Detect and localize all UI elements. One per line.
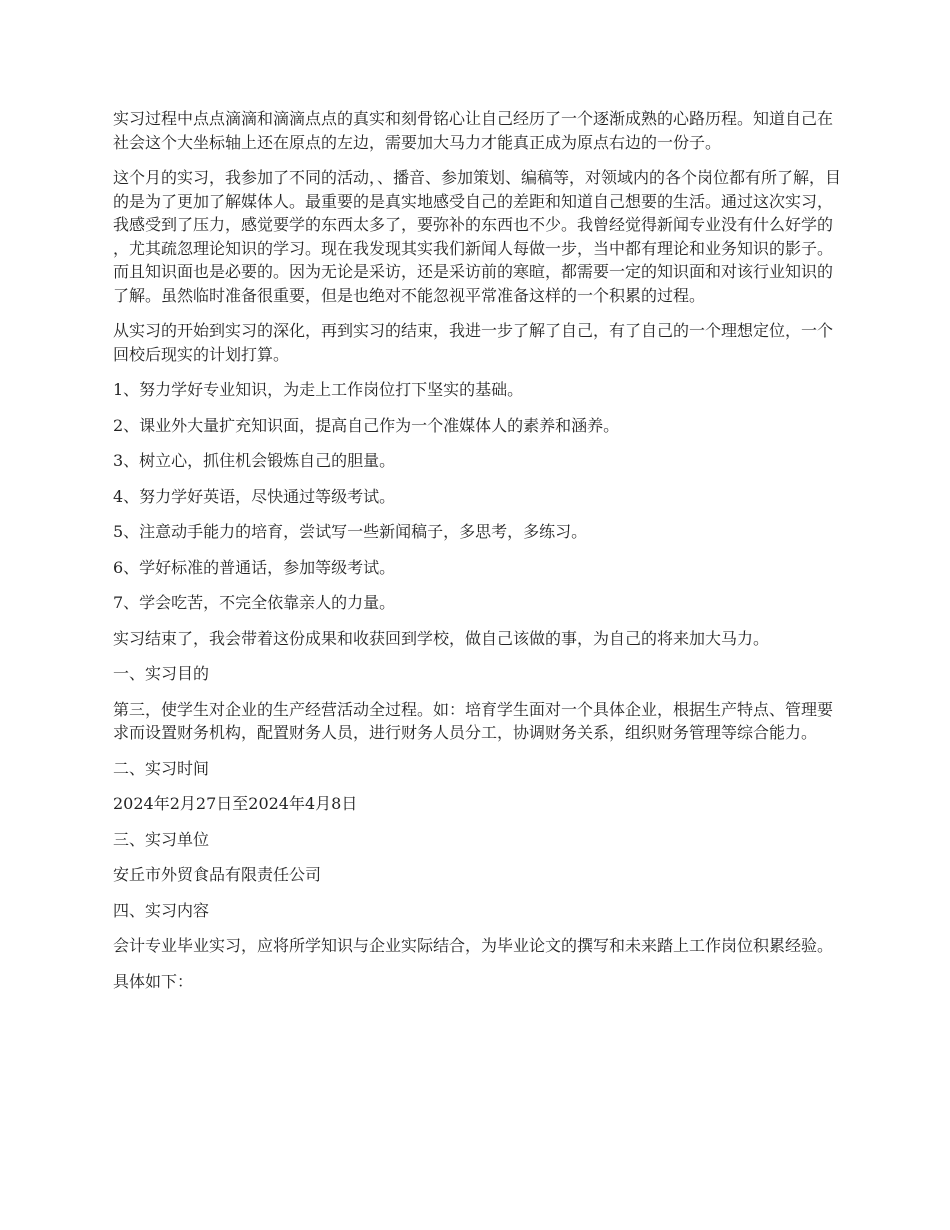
heading-internship-time: 二、实习时间 xyxy=(113,758,210,778)
paragraph-self-understanding: 从实习的开始到实习的深化，再到实习的结束，我进一步了解了自己，有了自己的一个理想定位，一个回校后现实的计划打算。 xyxy=(113,321,834,364)
plan-item-5: 5、注意动手能力的培育，尝试写一些新闻稿子，多思考，多练习。 xyxy=(113,522,588,541)
heading-internship-content: 四、实习内容 xyxy=(113,900,210,920)
plan-item-2: 2、课业外大量扩充知识面，提高自己作为一个准媒体人的素养和涵养。 xyxy=(113,415,620,435)
paragraph-company-name: 安丘市外贸食品有限责任公司 xyxy=(113,865,322,884)
paragraph-content-detail: 会计专业毕业实习，应将所学知识与企业实际结合，为毕业论文的撰写和未来踏上工作岗位积累经验。 xyxy=(113,936,834,955)
plan-item-1: 1、努力学好专业知识，为走上工作岗位打下坚实的基础。 xyxy=(113,380,524,399)
paragraph-conclusion: 实习结束了，我会带着这份成果和收获回到学校，做自己该做的事，为自己的将来加大马力。 xyxy=(113,628,770,648)
paragraph-intro: 实习过程中点点滴滴和滴滴点点的真实和刻骨铭心让自己经历了一个逐渐成熟的心路历程。知道自己在社会这个大坐标轴上还在原点的左边，需要加大马力才能真正成为原点右边的一份子。 xyxy=(113,109,834,152)
paragraph-details-intro: 具体如下： xyxy=(113,971,194,991)
plan-item-6: 6、学好标准的普通话，参加等级考试。 xyxy=(113,557,396,577)
document-body xyxy=(113,107,843,1005)
heading-internship-unit: 三、实习单位 xyxy=(113,829,210,849)
heading-internship-purpose: 一、实习目的 xyxy=(113,664,210,683)
plan-item-3: 3、树立心，抓住机会锻炼自己的胆量。 xyxy=(113,451,396,470)
paragraph-month-internship: 这个月的实习，我参加了不同的活动，、播音、参加策划、编稿等，对领域内的各个岗位都有所了解，目的是为了更加了解媒体人。最重要的是真实地感受自己的差距和知道自己想要的生活。通过这次实习，我感受到了压力，感觉要学的东西太多了，要弥补的东西也不少。我曾经觉得新闻专业没有什么好学的，尤其疏忽理论知识的学习。现在我发现其实我们新闻人每做一步，当中都有理论和业务知识的影子。而且知识面也是必要的。因为无论是采访，还是采访前的寒暄，都需要一定的知识面和对该行业知识的了解。虽然临时准备很重要，但是也绝对不能忽视平常准备这样的一个积累的过程。 xyxy=(113,168,842,305)
paragraph-purpose-detail: 第三，使学生对企业的生产经营活动全过程。如：培育学生面对一个具体企业，根据生产特点、管理要求而设置财务机构，配置财务人员，进行财务人员分工，协调财务关系，组织财务管理等综合能力。 xyxy=(113,699,834,742)
plan-item-4: 4、努力学好英语，尽快通过等级考试。 xyxy=(113,486,396,506)
plan-item-7: 7、学会吃苦，不完全依靠亲人的力量。 xyxy=(113,593,396,612)
paragraph-internship-dates: 2024年2月27日至2024年4月8日 xyxy=(113,794,358,813)
